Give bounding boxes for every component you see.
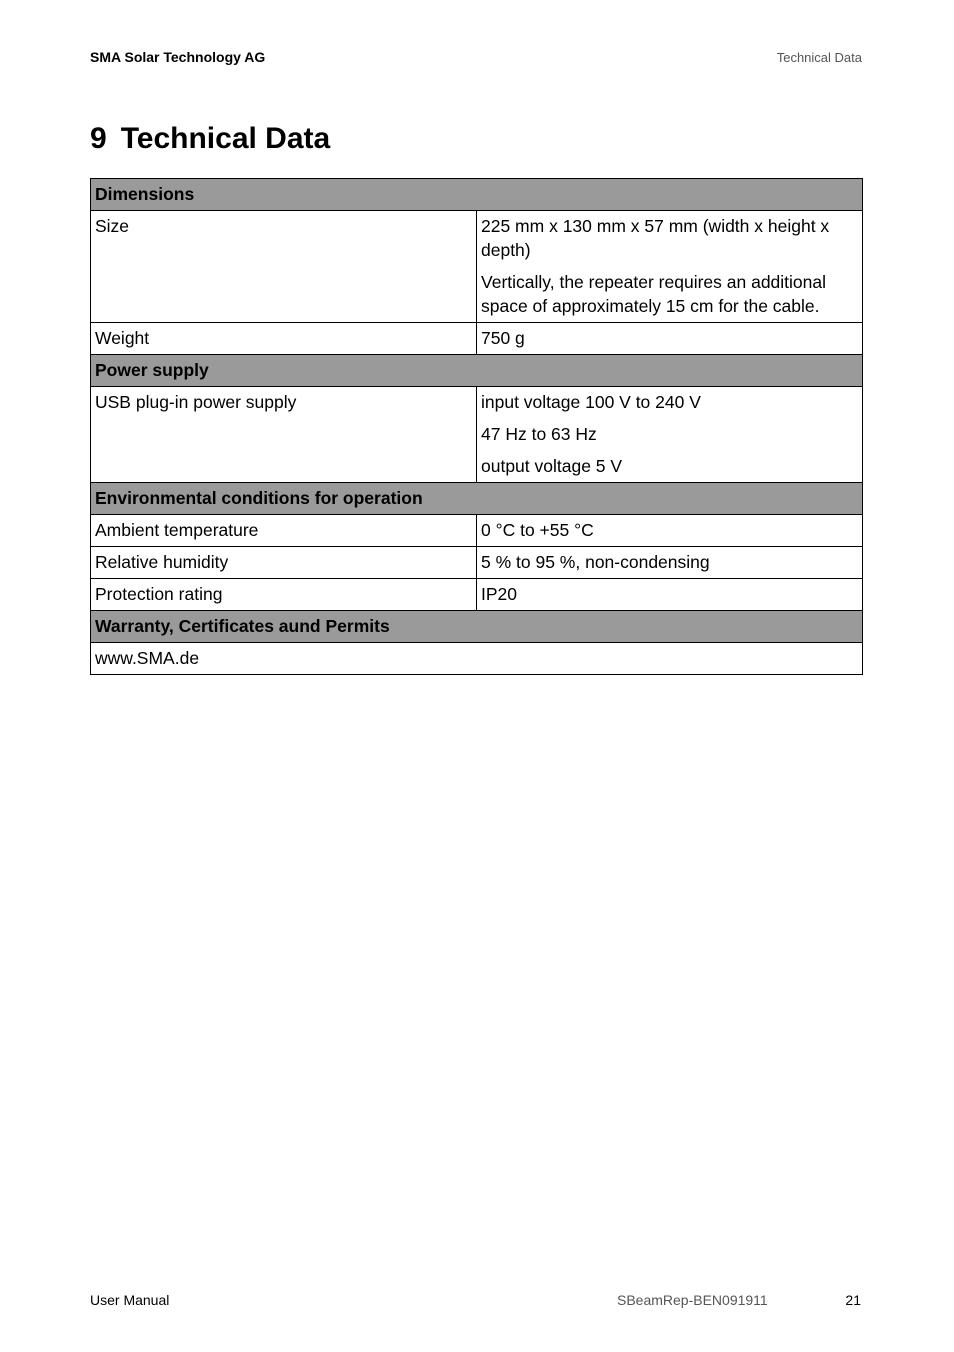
value-line: output voltage 5 V — [481, 456, 623, 476]
table-row — [91, 387, 863, 483]
row-value: 0 °C to +55 °C — [477, 515, 863, 547]
row-value: 750 g — [477, 323, 863, 355]
value-line: Vertically, the repeater requires an additional space of approximately 15 cm for the cable. — [481, 272, 827, 316]
value-line: 225 mm x 130 mm x 57 mm (width x height x depth) — [481, 216, 830, 260]
row-label: Ambient temperature — [91, 515, 477, 547]
row-value: 5 % to 95 %, non-condensing — [477, 547, 863, 579]
section-row-warranty — [91, 611, 863, 643]
row-label: USB plug-in power supply — [91, 387, 477, 483]
row-value: IP20 — [477, 579, 863, 611]
footer-page-number: 21 — [845, 1292, 861, 1308]
section-heading: Warranty, Certificates aund Permits — [91, 611, 863, 643]
section-row-dimensions — [91, 179, 863, 211]
row-value — [477, 387, 863, 483]
chapter-number: 9 — [90, 122, 107, 155]
section-row-environment — [91, 483, 863, 515]
footer-doc-code: SBeamRep-BEN091911 — [617, 1292, 768, 1308]
section-row-power — [91, 355, 863, 387]
table-row — [91, 323, 863, 355]
row-label: Weight — [91, 323, 477, 355]
row-value — [477, 211, 863, 323]
row-label: Relative humidity — [91, 547, 477, 579]
page-title — [90, 122, 330, 156]
chapter-title: Technical Data — [120, 122, 331, 155]
value-line: input voltage 100 V to 240 V — [481, 392, 701, 412]
footer-doc-type: User Manual — [90, 1292, 170, 1308]
header-section: Technical Data — [776, 50, 862, 65]
row-label: Protection rating — [91, 579, 477, 611]
sma-website-link[interactable]: www.SMA.de — [91, 643, 863, 675]
section-heading: Power supply — [91, 355, 863, 387]
table-row — [91, 547, 863, 579]
row-label: Size — [91, 211, 477, 323]
section-heading: Dimensions — [91, 179, 863, 211]
technical-data-table — [90, 178, 863, 675]
table-row — [91, 643, 863, 675]
header-company: SMA Solar Technology AG — [90, 49, 266, 65]
table-row — [91, 515, 863, 547]
table-row — [91, 579, 863, 611]
table-row — [91, 211, 863, 323]
value-line: 47 Hz to 63 Hz — [481, 424, 597, 444]
section-heading: Environmental conditions for operation — [91, 483, 863, 515]
